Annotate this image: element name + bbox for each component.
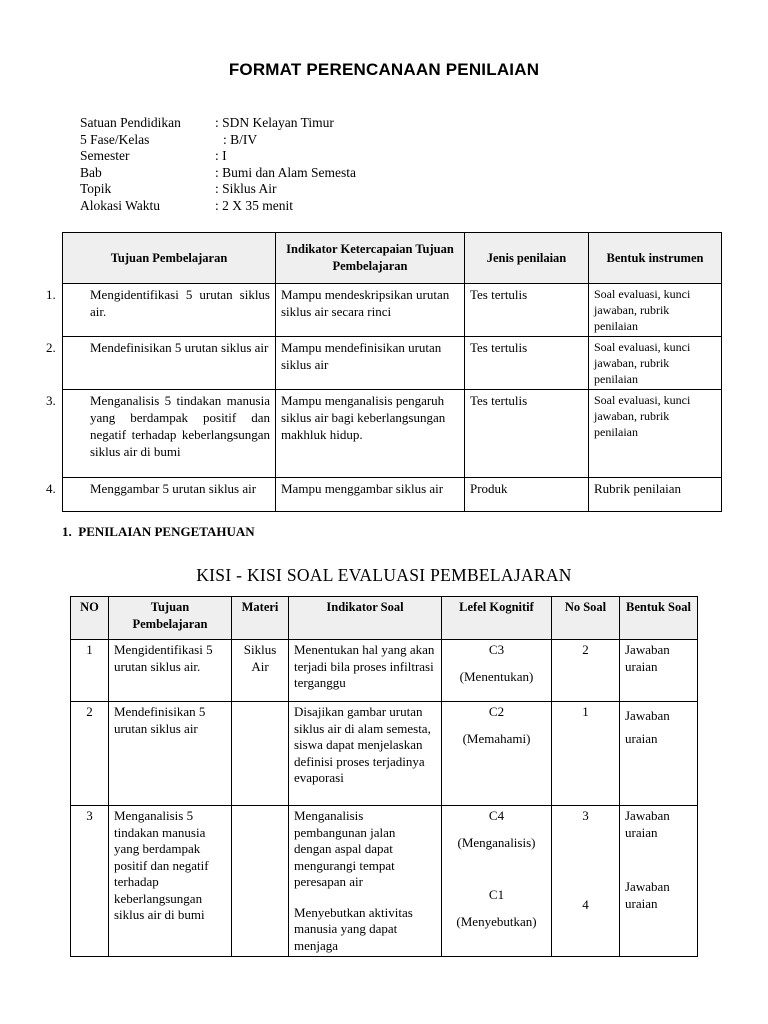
meta-value: : Bumi dan Alam Semesta xyxy=(215,164,356,180)
cell-bentuk: Soal evaluasi, kunci jawaban, rubrik penilaian xyxy=(589,390,722,478)
meta-row xyxy=(80,181,356,198)
table-header-row xyxy=(63,233,722,284)
cell-tujuan: Mendefinisikan 5 urutan siklus air xyxy=(109,702,232,806)
cell-jenis: Tes tertulis xyxy=(465,337,589,390)
meta-value: : 2 X 35 menit xyxy=(215,197,293,213)
cell-no-soal: 2 xyxy=(552,640,620,702)
cell-bentuk xyxy=(620,806,698,957)
meta-row xyxy=(80,198,356,215)
column-header: Bentuk Soal xyxy=(620,597,698,640)
cell-indikator: Disajikan gambar urutan siklus air di alam semesta, siswa dapat menjelaskan definisi proses terjadinya evaporasi xyxy=(289,702,442,806)
meta-value: : I xyxy=(215,148,227,163)
cell-jenis: Tes tertulis xyxy=(465,390,589,478)
cell-tujuan xyxy=(46,478,276,512)
cell-materi xyxy=(232,702,289,806)
identity-block xyxy=(80,115,356,214)
meta-row xyxy=(80,132,356,149)
meta-row xyxy=(80,165,356,182)
cell-text: Menganalisis 5 tindakan manusia yang berdampak positif dan negatif terhadap keberlangsungan siklus air di bumi xyxy=(90,393,270,459)
cell-materi: Siklus Air xyxy=(232,640,289,702)
cell-bentuk: Rubrik penilaian xyxy=(589,478,722,512)
meta-label: Bab xyxy=(80,164,102,180)
cell-no: 1 xyxy=(71,640,109,702)
meta-label: 5 Fase/Kelas xyxy=(80,131,150,147)
level-desc: (Menyebutkan) xyxy=(456,913,537,929)
column-header: Jenis penilaian xyxy=(465,233,589,284)
cell-text: Menggambar 5 urutan siklus air xyxy=(90,481,257,496)
cell-indikator: Mampu mendeskripsikan urutan siklus air secara rinci xyxy=(276,284,465,337)
meta-value: : B/IV xyxy=(223,131,258,147)
column-header: Materi xyxy=(232,597,289,640)
assessment-plan-table xyxy=(46,232,722,512)
cell-level xyxy=(442,806,552,957)
level-desc: (Memahami) xyxy=(462,730,531,746)
cell-text: Jawaban uraian xyxy=(625,708,670,746)
cell-no-soal xyxy=(552,806,620,957)
cell-bentuk: Soal evaluasi, kunci jawaban, rubrik penilaian xyxy=(589,337,722,390)
table-row xyxy=(63,337,722,390)
cell-tujuan: Mengidentifikasi 5 urutan siklus air. xyxy=(109,640,232,702)
page-title: FORMAT PERENCANAAN PENILAIAN xyxy=(228,60,540,79)
column-header: Bentuk instrumen xyxy=(589,233,722,284)
cell-materi xyxy=(232,806,289,957)
meta-label: Alokasi Waktu xyxy=(80,197,161,213)
column-header: Tujuan Pembelajaran xyxy=(63,233,276,284)
cell-jenis: Tes tertulis xyxy=(465,284,589,337)
meta-row xyxy=(80,115,356,132)
kisi-kisi-table xyxy=(70,596,698,957)
column-header: No Soal xyxy=(552,597,620,640)
table-row xyxy=(63,478,722,512)
table-row xyxy=(71,806,698,957)
cell-indikator: Mampu menggambar siklus air xyxy=(276,478,465,512)
cell-tujuan xyxy=(46,390,276,478)
cell-indikator: Mampu menganalisis pengaruh siklus air bagi keberlangsungan makhluk hidup. xyxy=(276,390,465,478)
level-code: C4 xyxy=(488,808,505,823)
cell-tujuan: Menganalisis 5 tindakan manusia yang berdampak positif dan negatif terhadap keberlangsungan siklus air di bumi xyxy=(109,806,232,957)
table-row xyxy=(63,390,722,478)
level-desc: (Menentukan) xyxy=(459,668,534,684)
cell-bentuk: Jawaban uraian xyxy=(620,640,698,702)
cell-no: 3 xyxy=(71,806,109,957)
indikator-text: Menganalisis pembangunan jalan dengan aspal dapat mengurangi tempat peresapan air xyxy=(294,808,396,889)
level-code: C1 xyxy=(488,887,505,902)
cell-level xyxy=(442,640,552,702)
meta-value: : SDN Kelayan Timur xyxy=(215,115,334,130)
cell-jenis: Produk xyxy=(465,478,589,512)
cell-text: Mengidentifikasi 5 urutan siklus air. xyxy=(90,287,270,319)
meta-row xyxy=(80,148,356,165)
level-code: C2 xyxy=(488,704,505,719)
indikator-text: Menyebutkan aktivitas manusia yang dapat menjaga xyxy=(294,904,413,953)
meta-label: Semester xyxy=(80,148,130,163)
row-number: 3. xyxy=(46,393,56,408)
table-row xyxy=(71,640,698,702)
column-header: NO xyxy=(71,597,109,640)
no-soal: 3 xyxy=(582,808,589,823)
table-row xyxy=(63,284,722,337)
column-header: Lefel Kognitif xyxy=(442,597,552,640)
cell-tujuan xyxy=(46,284,276,337)
cell-indikator xyxy=(289,806,442,957)
cell-text: Mendefinisikan 5 urutan siklus air xyxy=(90,340,269,355)
cell-indikator: Mampu mendefinisikan urutan siklus air xyxy=(276,337,465,390)
cell-no-soal: 1 xyxy=(552,702,620,806)
no-soal: 4 xyxy=(582,896,589,912)
meta-value: : Siklus Air xyxy=(215,181,277,196)
kisi-title: KISI - KISI SOAL EVALUASI PEMBELAJARAN xyxy=(196,565,572,585)
meta-label: Satuan Pendidikan xyxy=(80,115,181,130)
bentuk-text: Jawaban uraian xyxy=(625,808,670,840)
section-heading: 1. PENILAIAN PENGETAHUAN xyxy=(62,524,255,539)
cell-tujuan xyxy=(46,337,276,390)
row-number: 1. xyxy=(46,287,56,302)
meta-label: Topik xyxy=(80,181,112,196)
cell-bentuk: Soal evaluasi, kunci jawaban, rubrik penilaian xyxy=(589,284,722,337)
level-desc: (Menganalisis) xyxy=(457,834,536,850)
bentuk-text: Jawaban uraian xyxy=(625,879,670,911)
column-header: Indikator Soal xyxy=(289,597,442,640)
row-number: 2. xyxy=(46,340,56,355)
table-row xyxy=(71,702,698,806)
cell-bentuk xyxy=(620,702,698,806)
column-header: Indikator Ketercapaian Tujuan Pembelajaran xyxy=(276,233,465,284)
cell-level xyxy=(442,702,552,806)
level-code: C3 xyxy=(488,642,505,657)
column-header: Tujuan Pembelajaran xyxy=(109,597,232,640)
table-header-row xyxy=(71,597,698,640)
cell-no: 2 xyxy=(71,702,109,806)
cell-indikator: Menentukan hal yang akan terjadi bila proses infiltrasi terganggu xyxy=(289,640,442,702)
row-number: 4. xyxy=(46,481,56,496)
